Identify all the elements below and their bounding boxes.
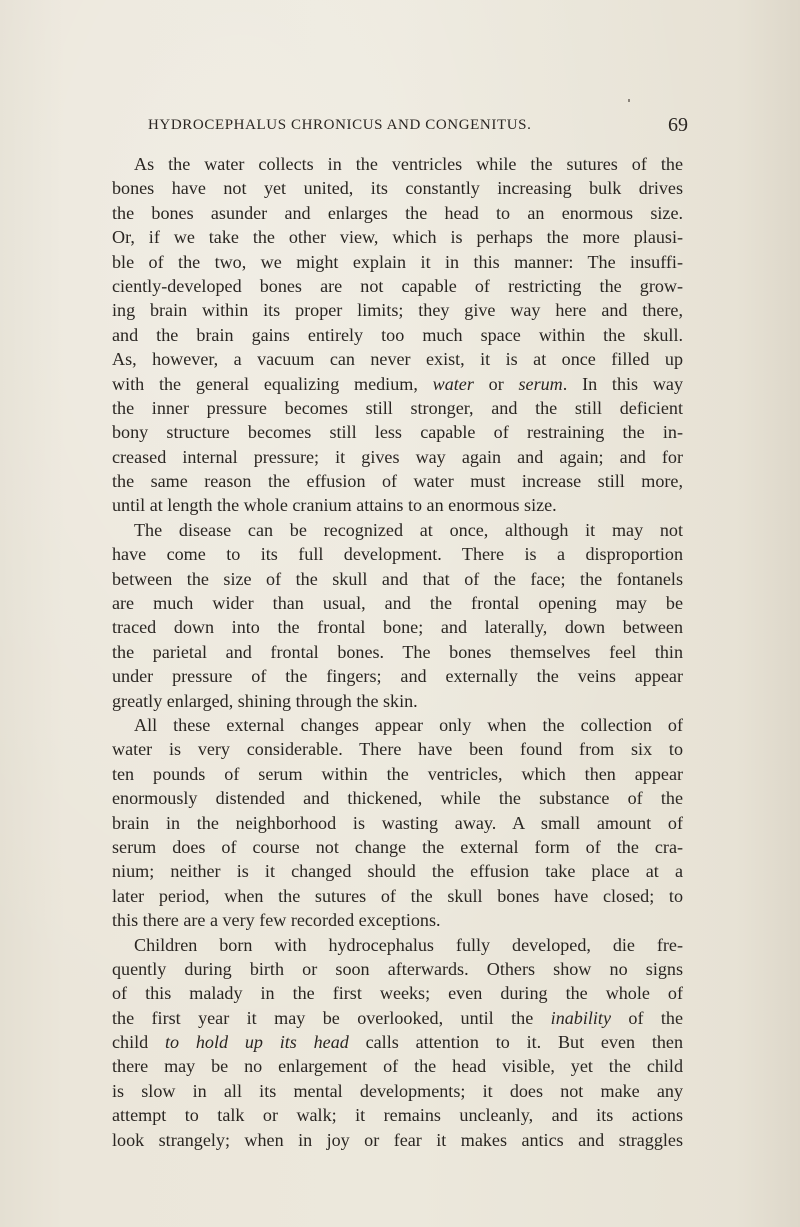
text-line: nium; neither is it changed should the effusion take place at a: [112, 861, 683, 882]
text-line: creased internal pressure; it gives way again and again; and for: [112, 446, 683, 467]
text-line: [112, 372, 683, 396]
text-line: attempt to talk or walk; it remains uncleanly, and its actions: [112, 1105, 683, 1126]
text-line: The disease can be recognized at once, although it may not: [134, 519, 683, 540]
text-line: enormously distended and thickened, while the substance of the: [112, 788, 683, 809]
page-number: 69: [668, 114, 688, 136]
text-line: serum does of course not change the external form of the cra-: [112, 836, 683, 857]
text-line: have come to its full development. There is a disproportion: [112, 544, 683, 565]
text-line: are much wider than usual, and the frontal opening may be: [112, 593, 683, 614]
italic-term: to hold up its head: [164, 1032, 349, 1053]
text-run: calls attention to it. But even then: [348, 1032, 683, 1053]
text-line: ciently-developed bones are not capable of restricting the grow-: [112, 275, 683, 296]
text-line: of this malady in the first weeks; even during the whole of: [112, 983, 683, 1004]
text-line: As the water collects in the ventricles while the sutures of the: [134, 154, 683, 174]
text-line: and the brain gains entirely too much space within the skull.: [112, 324, 683, 345]
italic-term: water: [432, 373, 474, 394]
text-line: is slow in all its mental developments; it does not make any: [112, 1080, 683, 1101]
text-line: later period, when the sutures of the skull bones have closed; to: [112, 885, 683, 906]
text-run: with the general equalizing medium,: [112, 373, 433, 394]
ink-speck: [628, 99, 630, 102]
text-line: the parietal and frontal bones. The bones themselves feel thin: [112, 641, 683, 662]
text-line: As, however, a vacuum can never exist, it is at once filled up: [112, 349, 683, 370]
text-line: under pressure of the fingers; and externally the veins appear: [112, 666, 683, 687]
text-line: [112, 1030, 683, 1054]
text-line: this there are a very few recorded exceptions.: [112, 910, 441, 931]
text-line: quently during birth or soon afterwards. Others show no signs: [112, 958, 683, 979]
text-line: bony structure becomes still less capable of restraining the in-: [112, 422, 683, 443]
italic-term: serum: [518, 373, 563, 394]
text-line: between the size of the skull and that of the face; the fontanels: [112, 568, 683, 589]
text-line: greatly enlarged, shining through the skin.: [112, 690, 418, 711]
text-line: there may be no enlargement of the head visible, yet the child: [112, 1056, 683, 1077]
text-line: brain in the neighborhood is wasting away. A small amount of: [112, 812, 683, 833]
text-line: until at length the whole cranium attains to an enormous size.: [112, 495, 557, 516]
text-line: ble of the two, we might explain it in this manner: The insuffi-: [112, 251, 683, 272]
text-line: traced down into the frontal bone; and laterally, down between: [112, 617, 683, 638]
text-line: ing brain within its proper limits; they give way here and there,: [112, 300, 683, 321]
page-header: [148, 114, 688, 141]
text-line: Or, if we take the other view, which is perhaps the more plausi-: [112, 227, 683, 248]
text-line: bones have not yet united, its constantly increasing bulk drives: [112, 178, 683, 199]
text-line: water is very considerable. There have been found from six to: [112, 739, 683, 760]
text-line: Children born with hydrocephalus fully developed, die fre-: [134, 934, 683, 955]
text-run: of the: [610, 1007, 683, 1028]
text-line: All these external changes appear only when the collection of: [134, 714, 683, 735]
italic-term: inability: [550, 1007, 611, 1028]
body-text: [112, 152, 683, 1152]
running-title: HYDROCEPHALUS CHRONICUS AND CONGENITUS.: [148, 117, 532, 133]
text-line: look strangely; when in joy or fear it makes antics and straggles: [112, 1129, 683, 1150]
text-run: the first year it may be overlooked, until the: [112, 1007, 551, 1028]
text-line: [112, 1006, 683, 1030]
text-line: ten pounds of serum within the ventricles, which then appear: [112, 763, 683, 784]
text-run: or: [473, 373, 519, 394]
text-run: . In this way: [562, 373, 683, 394]
text-run: child: [112, 1032, 165, 1053]
text-line: the bones asunder and enlarges the head to an enormous size.: [112, 202, 683, 223]
text-line: the same reason the effusion of water must increase still more,: [112, 471, 683, 492]
text-line: the inner pressure becomes still stronger, and the still deficient: [112, 397, 683, 418]
